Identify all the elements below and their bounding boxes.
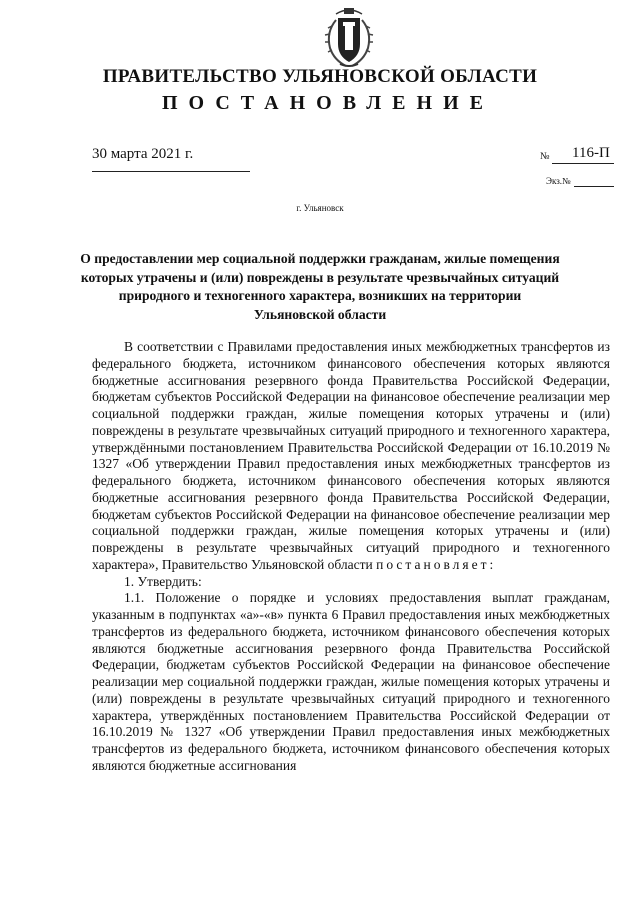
copy-number-label: Экз.№ bbox=[546, 176, 571, 186]
number-sign: № bbox=[540, 151, 550, 162]
document-number: 116-П bbox=[572, 145, 610, 161]
number-underline bbox=[552, 163, 614, 164]
document-body bbox=[92, 339, 610, 775]
preamble-paragraph bbox=[92, 339, 610, 574]
document-date: 30 марта 2021 г. bbox=[92, 146, 194, 162]
preamble-text: В соответствии с Правилами предоставления иных межбюджетных трансфертов из федерального бюджета, источником финансового обеспечения которых являются бюджетные ассигнования резервного фонда Правительства Российской Федерации, бюджетам субъектов Российской Федерации на финансовое обеспечение реализации мер социальной поддержки граждан, жилые помещения которых утрачены и (или) повреждены в результате чрезвычайных ситуаций природного и техногенного характера, утверждёнными постановлением Правительства Российской Федерации от 16.10.2019 № 1327 «Об утверждении Правил предоставления иных межбюджетных трансфертов из федерального бюджета, источником финансового обеспечения которых являются бюджетные ассигнования резервного фонда Правительства Российской Федерации, бюджетам субъектов Российской Федерации на финансовое обеспечение реализации мер социальной поддержки граждан, жилые помещения которых утрачены и (или) повреждены в результате чрезвычайных ситуаций природного и техногенного характера», Правительство Ульяновской области bbox=[92, 339, 610, 572]
copy-number-underline bbox=[574, 186, 614, 187]
organization-name: ПРАВИТЕЛЬСТВО УЛЬЯНОВСКОЙ ОБЛАСТИ bbox=[102, 66, 538, 87]
city: г. Ульяновск bbox=[296, 203, 344, 213]
document-title: О предоставлении мер социальной поддержки гражданам, жилые помещения которых утрачены и (или) повреждены в результате чрезвычайных ситуаций природного и техногенного характера, возникших на территории Ульяновской области bbox=[80, 251, 560, 322]
item-1-1: 1.1. Положение о порядке и условиях предоставления выплат гражданам, указанным в подпунктах «а»-«в» пункта 6 Правил предоставления иных межбюджетных трансфертов из федерального бюджета, источником финансового обеспечения которых являются бюджетные ассигнования резервного фонда Правительства Российской Федерации, бюджетам субъектов Российской Федерации на финансовое обеспечение реализации мер социальной поддержки граждан, жилые помещения которых утрачены и (или) повреждены в результате чрезвычайных ситуаций природного и техногенного характера, утверждённых постановлением Правительства Российской Федерации от 16.10.2019 № 1327 «Об утверждении Правил предоставления иных межбюджетных трансфертов из федерального бюджета, источником финансового обеспечения которых являются бюджетные ассигнования bbox=[92, 590, 610, 773]
date-underline bbox=[92, 171, 250, 172]
document-type: ПОСТАНОВЛЕНИЕ bbox=[162, 92, 494, 114]
coat-of-arms-icon bbox=[322, 6, 376, 68]
decree-word: постановляет: bbox=[376, 556, 497, 572]
item-1: 1. Утвердить: bbox=[124, 573, 202, 589]
